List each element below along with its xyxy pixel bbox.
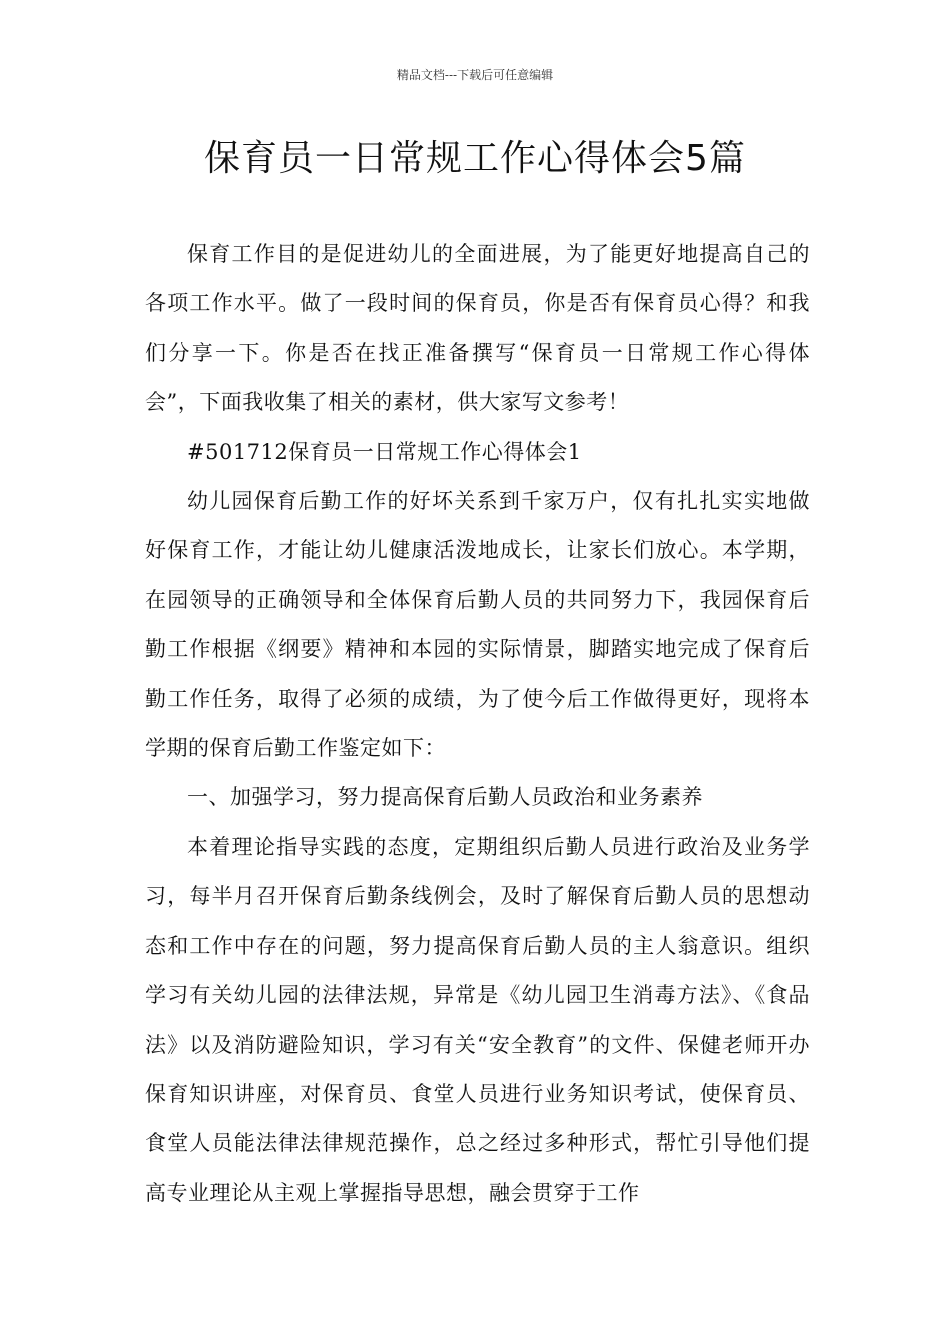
document-body	[145, 230, 810, 1218]
paragraph-section-heading: #501712保育员一日常规工作心得体会1	[187, 439, 582, 464]
paragraph-summary: 幼儿园保育后勤工作的好坏关系到千家万户，仅有扎扎实实地做好保育工作，才能让幼儿健康活泼地成长，让家长们放心。本学期，在园领导的正确领导和全体保育后勤人员的共同努力下，我园保育后勤工作根据《纲要》精神和本园的实际情景，脚踏实地完成了保育后勤工作任务，取得了必须的成绩，为了使今后工作做得更好，现将本学期的保育后勤工作鉴定如下：	[145, 489, 810, 761]
paragraph-subheading: 一、加强学习，努力提高保育后勤人员政治和业务素养	[187, 785, 703, 810]
document-title: 保育员一日常规工作心得体会5篇	[204, 138, 746, 179]
header-note: 精品文档---下载后可任意编辑	[396, 68, 554, 82]
paragraph-study: 本着理论指导实践的态度，定期组织后勤人员进行政治及业务学习，每半月召开保育后勤条线例会，及时了解保育后勤人员的思想动态和工作中存在的问题，努力提高保育后勤人员的主人翁意识。组织学习有关幼儿园的法律法规，异常是《幼儿园卫生消毒方法》、《食品法》以及消防避险知识，学习有关“安全教育”的文件、保健老师开办保育知识讲座，对保育员、食堂人员进行业务知识考试，使保育员、食堂人员能法律法律规范操作，总之经过多种形式，帮忙引导他们提高专业理论从主观上掌握指导思想，融会贯穿于工作	[145, 834, 810, 1205]
paragraph-intro: 保育工作目的是促进幼儿的全面进展，为了能更好地提高自己的各项工作水平。做了一段时间的保育员，你是否有保育员心得？和我们分享一下。你是否在找正准备撰写“保育员一日常规工作心得体会”，下面我收集了相关的素材，供大家写文参考！	[145, 242, 810, 415]
